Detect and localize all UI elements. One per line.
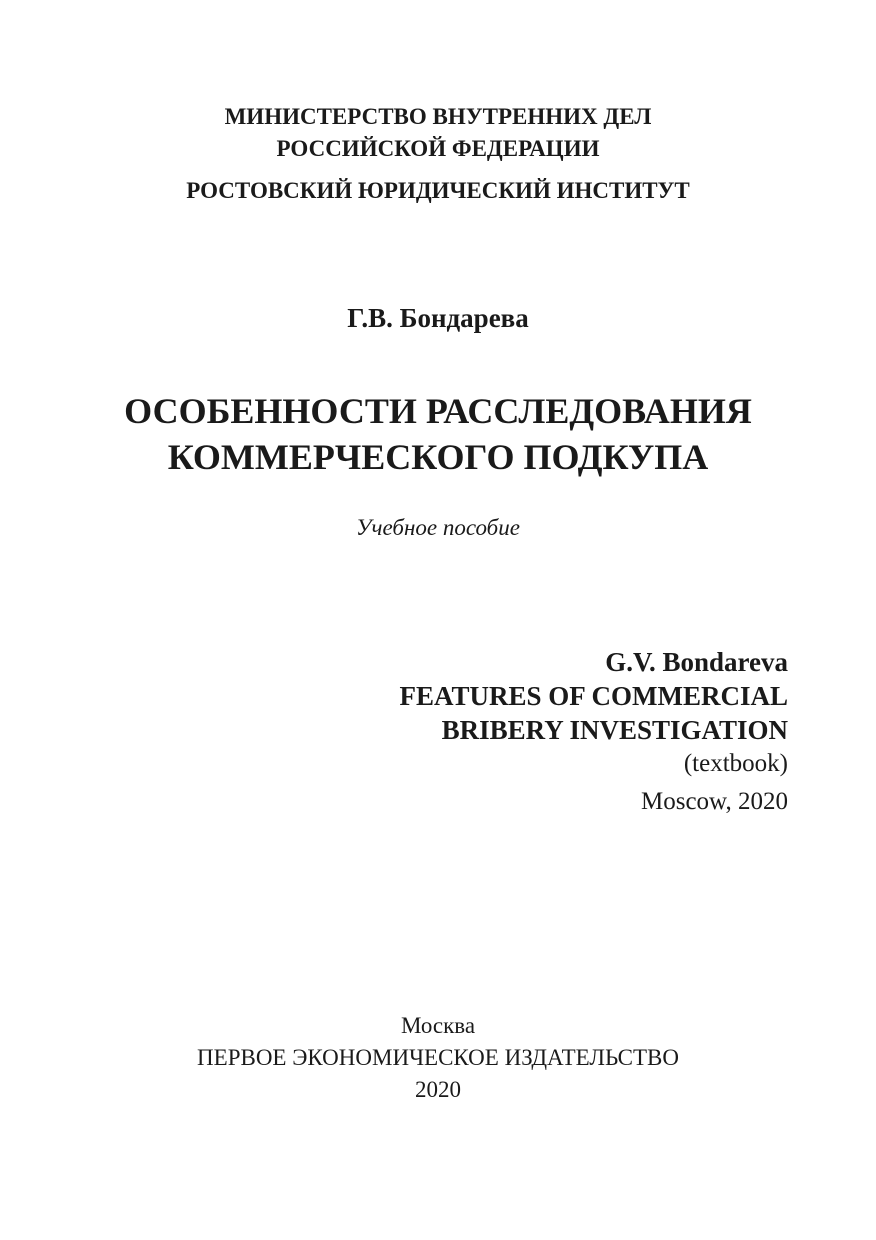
imprint-year: 2020	[415, 1077, 461, 1102]
english-author: G.V. Bondareva	[605, 647, 788, 677]
book-title-line-1: ОСОБЕННОСТИ РАССЛЕДОВАНИЯ	[124, 391, 752, 431]
ministry-name	[0, 101, 876, 165]
english-title-line-1: FEATURES OF COMMERCIAL	[399, 681, 788, 711]
english-title-line-2: BRIBERY INVESTIGATION	[441, 715, 788, 745]
ministry-line-1: МИНИСТЕРСТВО ВНУТРЕННИХ ДЕЛ	[224, 104, 652, 129]
author-name: Г.В. Бондарева	[347, 303, 529, 333]
imprint-city: Москва	[400, 1013, 476, 1038]
ministry-line-2: РОССИЙСКОЙ ФЕДЕРАЦИИ	[276, 136, 600, 161]
english-book-type: (textbook)	[683, 750, 788, 777]
institute-name: РОСТОВСКИЙ ЮРИДИЧЕСКИЙ ИНСТИТУТ	[186, 178, 690, 203]
imprint-publisher: ПЕРВОЕ ЭКОНОМИЧЕСКОЕ ИЗДАТЕЛЬСТВО	[197, 1045, 679, 1070]
english-title-block	[188, 645, 788, 819]
english-place-year: Moscow, 2020	[641, 788, 788, 815]
imprint	[0, 1010, 876, 1106]
book-title	[0, 388, 876, 480]
book-subtitle: Учебное пособие	[356, 515, 520, 540]
book-title-line-2: КОММЕРЧЕСКОГО ПОДКУПА	[167, 437, 709, 477]
